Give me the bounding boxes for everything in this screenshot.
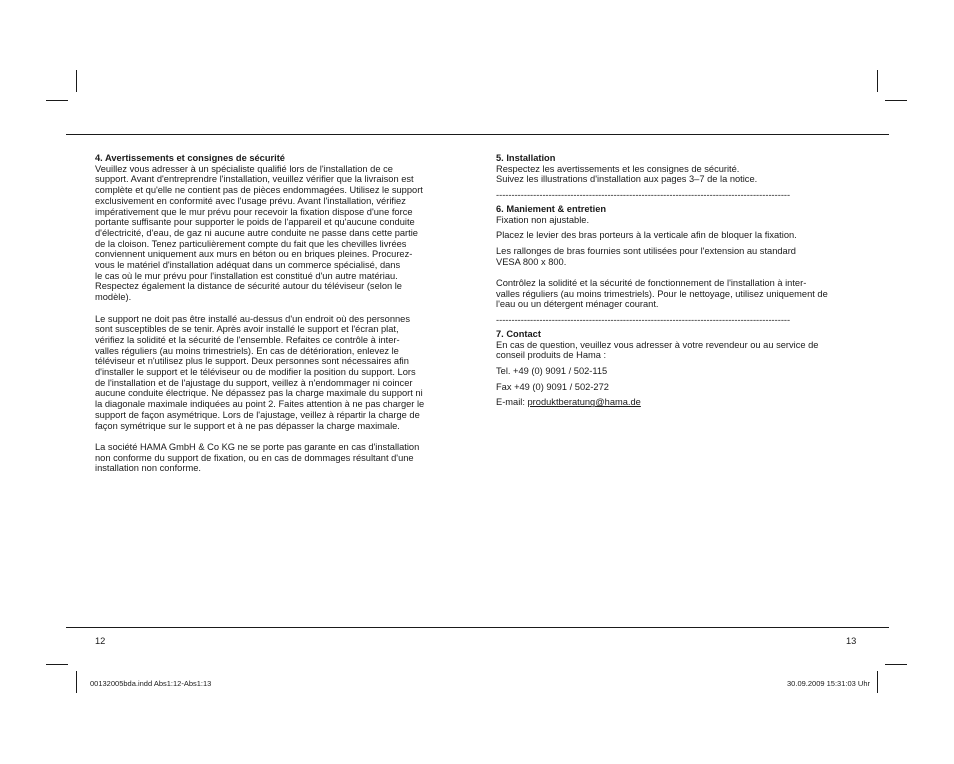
footer-rule	[66, 627, 889, 628]
left-column	[95, 153, 463, 479]
crop-mark	[885, 100, 907, 101]
header-rule	[66, 134, 889, 135]
page-number-left: 12	[95, 636, 106, 646]
section-4-paragraph-1: Veuillez vous adresser à un spécialiste qualifié lors de l'installation de ce support. Avant d'entreprendre l'installation, veuillez vérifier que la livraison est complète et qu'elle ne contient pas de pièces endommagées. Utilisez le support exclusivement en conformité avec l'usage prévu. Avant l'installation, vérifiez impérativement que le mur prévu pour recevoir la fixation dispose d'une force portante suffisante pour supporter le poids de l'appareil et qu'aucune conduite d'électricité, d'eau, de gaz ni aucune autre conduite ne passe dans cette partie de la cloison. Tenez particulièrement compte du fait que les chevilles livrées conviennent uniquement aux murs en béton ou en briques pleines. Procurez- vous le matériel d'installation adéquat dans un commerce spécialisé, dans le cas où le mur prévu pour l'installation est constitué d'un autre matériau. Respectez également la distance de sécurité autour du téléviseur (selon le modèle).	[95, 163, 423, 303]
section-7-text: En cas de question, veuillez vous adresser à votre revendeur ou au service de conseil produits de Hama :	[496, 339, 819, 361]
contact-fax: Fax +49 (0) 9091 / 502-272	[496, 381, 609, 392]
crop-mark	[877, 70, 878, 92]
section-5-text: Respectez les avertissements et les consignes de sécurité. Suivez les illustrations d'installation aux pages 3–7 de la notice.	[496, 163, 758, 185]
page-number-right: 13	[846, 636, 857, 646]
section-5-title: 5. Installation	[496, 153, 556, 163]
crop-mark	[877, 671, 878, 693]
crop-mark	[885, 664, 907, 665]
slug-file-info: 00132005bda.indd Abs1:12-Abs1:13	[90, 679, 212, 688]
section-7-title: 7. Contact	[496, 328, 541, 339]
separator-line: -----------------------------------------------------------------------------------------------	[496, 190, 791, 201]
crop-mark	[46, 664, 68, 665]
email-label: E-mail:	[496, 397, 528, 408]
section-6-title: 6. Maniement & entretien	[496, 203, 607, 214]
crop-mark	[76, 70, 77, 92]
section-6-paragraph-3: Les rallonges de bras fournies sont utilisées pour l'extension au standard VESA 800 x 800.	[496, 245, 796, 267]
section-4-title: 4. Avertissements et consignes de sécurité	[95, 153, 285, 163]
separator-line: -----------------------------------------------------------------------------------------------	[496, 315, 791, 326]
email-link[interactable]: produktberatung@hama.de	[527, 397, 641, 408]
right-column	[496, 153, 861, 413]
section-4-paragraph-2: Le support ne doit pas être installé au-dessus d'un endroit où des personnes sont susceptibles de se tenir. Après avoir installé le support et l'écran plat, vérifiez la solidité et la sécurité de l'ensemble. Refaites ce contrôle à inter- valles réguliers (au moins trimestriels). En cas de détérioration, enlevez le téléviseur et n'utilisez plus le support. Deux personnes sont nécessaires afin d'installer le support et le téléviseur ou de modifier la position du support. Lors de l'installation et de l'ajustage du support, veillez à n'endommager ni coincer aucune conduite électrique. Ne dépassez pas la charge maximale du support ni la diagonale maximale indiquées au point 2. Faites attention à ne pas charger le support de façon asymétrique. Lors de l'ajustage, veillez à répartir la charge de façon symétrique sur le support et à ne pas dépasser la charge maximale.	[95, 313, 425, 431]
crop-mark	[46, 100, 68, 101]
contact-phone: Tel. +49 (0) 9091 / 502-115	[496, 365, 608, 376]
section-6-paragraph-1: Fixation non ajustable.	[496, 214, 590, 225]
crop-mark	[76, 671, 77, 693]
section-6-paragraph-2: Placez le levier des bras porteurs à la verticale afin de bloquer la fixation.	[496, 230, 797, 241]
section-6-paragraph-4: Contrôlez la solidité et la sécurité de fonctionnement de l'installation à inter- valles réguliers (au moins trimestriels). Pour le nettoyage, utilisez uniquement de l'eau ou un détergent ménager courant.	[496, 278, 828, 310]
contact-email	[496, 397, 861, 408]
section-4-paragraph-3: La société HAMA GmbH & Co KG ne se porte pas garante en cas d'installation non conforme du support de fixation, ou en cas de dommages résultant d'une installation non conforme.	[95, 441, 420, 474]
slug-timestamp: 30.09.2009 15:31:03 Uhr	[787, 679, 870, 688]
